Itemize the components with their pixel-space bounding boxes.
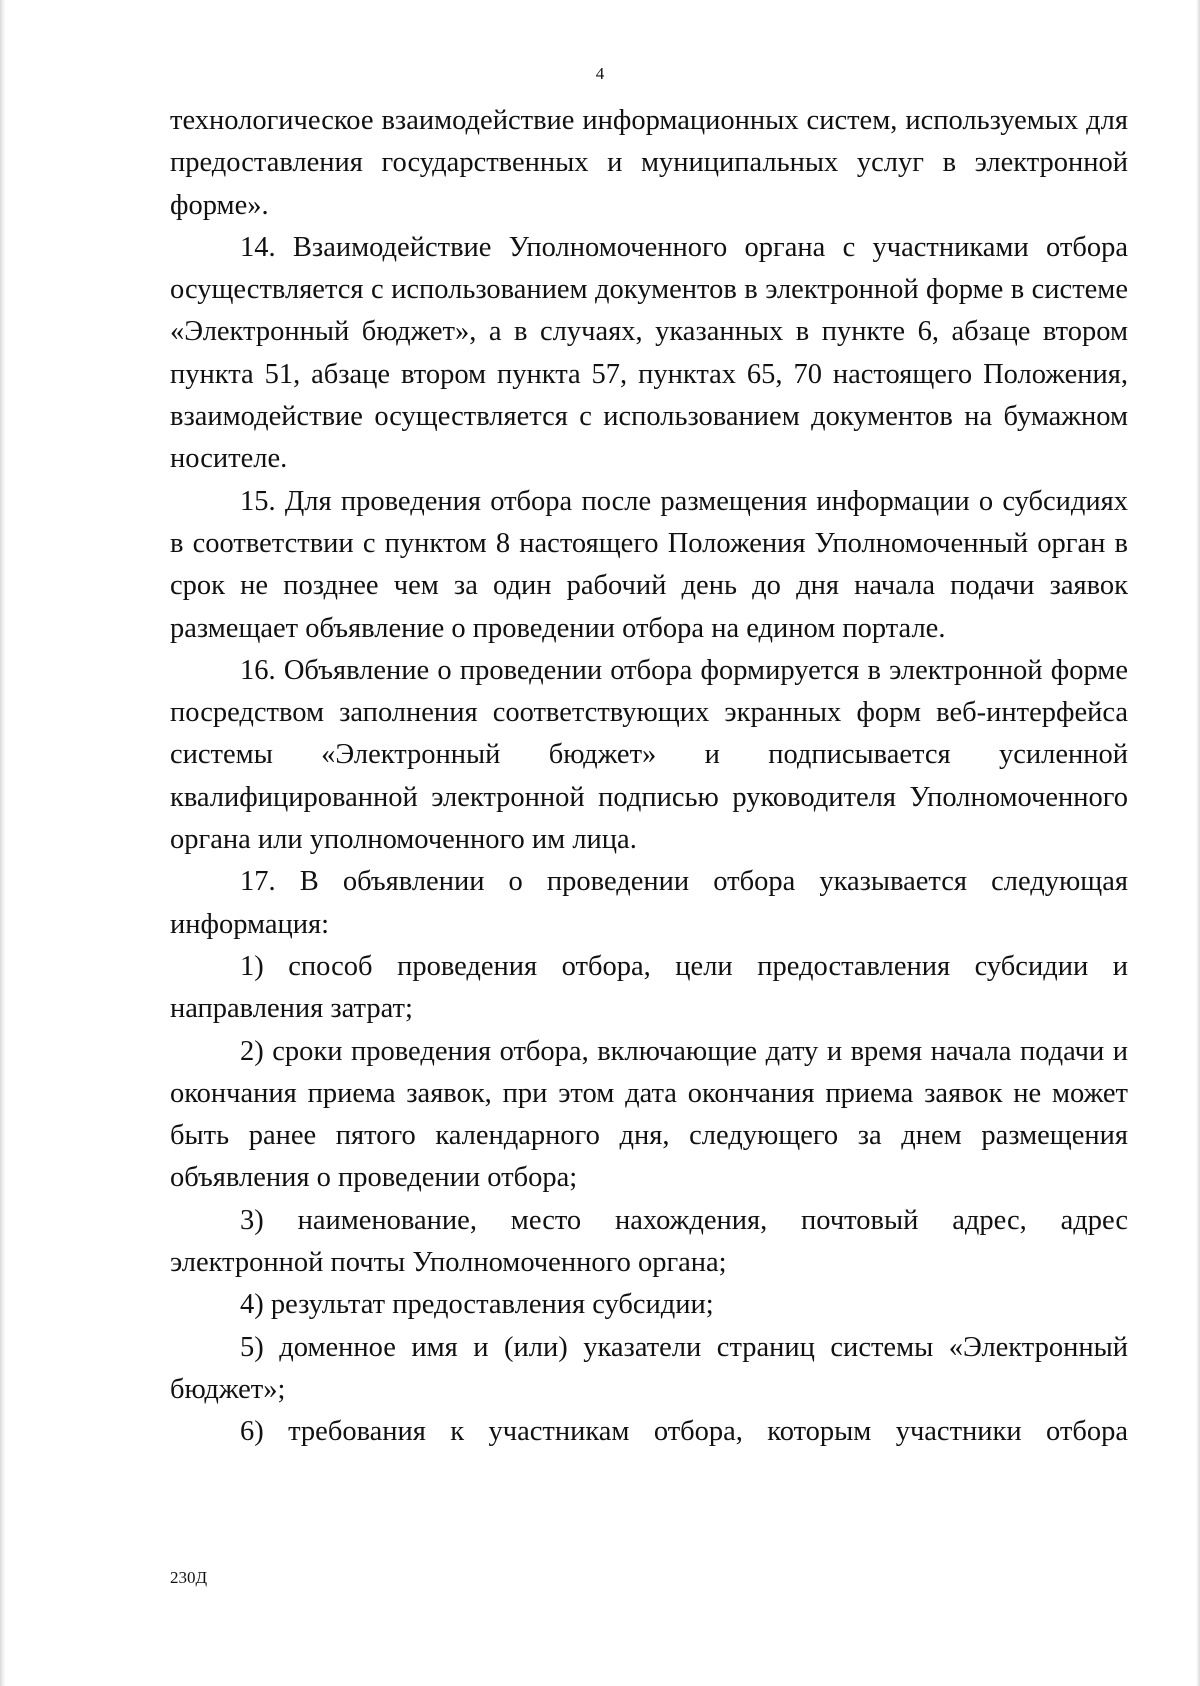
paragraph-intro-continuation: технологическое взаимодействие информационных систем, используемых для предоставления государственных и муниципальных услуг в электронной форме». bbox=[170, 105, 1128, 221]
list-item-5: 5) доменное имя и (или) указатели страниц системы «Электронный бюджет»; bbox=[170, 1331, 1128, 1405]
list-item-4: 4) результат предоставления субсидии; bbox=[240, 1289, 714, 1321]
list-item-2: 2) сроки проведения отбора, включающие дату и время начала подачи и окончания приема заявок, при этом дата окончания приема заявок не может быть ранее пятого календарного дня, следующего за днем размещения объявления о проведении отбора; bbox=[170, 1035, 1128, 1194]
paragraph-item-17: 17. В объявлении о проведении отбора указывается следующая информация: bbox=[170, 866, 1128, 940]
paragraph-item-14: 14. Взаимодействие Уполномоченного органа с участниками отбора осуществляется с использованием документов в электронной форме в системе «Электронный бюджет», а в случаях, указанных в пункте 6, абзаце втором пункта 51, абзаце втором пункта 57, пунктах 65, 70 настоящего Положения, взаимодействие осуществляется с использованием документов на бумажном носителе. bbox=[170, 231, 1128, 475]
scan-edge-left bbox=[0, 0, 6, 1686]
document-body bbox=[170, 100, 1128, 1454]
list-item-1: 1) способ проведения отбора, цели предоставления субсидии и направления затрат; bbox=[170, 950, 1128, 1025]
list-item-3: 3) наименование, место нахождения, почтовый адрес, адрес электронной почты Уполномоченного органа; bbox=[170, 1204, 1128, 1279]
paragraph-item-16: 16. Объявление о проведении отбора формируется в электронной форме посредством заполнения соответствующих экранных форм веб-интерфейса системы «Электронный бюджет» и подписывается усиленной квалифицированной электронной подписью руководителя Уполномоченного органа или уполномоченного им лица. bbox=[170, 654, 1128, 856]
paragraph-item-15: 15. Для проведения отбора после размещения информации о субсидиях в соответствии с пунктом 8 настоящего Положения Уполномоченный орган в срок не позднее чем за один рабочий день до дня начала подачи заявок размещает объявление о проведении отбора на едином портале. bbox=[170, 485, 1128, 644]
scan-edge-right bbox=[1196, 0, 1200, 1686]
list-item-6: 6) требования к участникам отбора, которым участники отбора bbox=[240, 1416, 1128, 1448]
document-code: 230Д bbox=[170, 1568, 208, 1587]
page-number: 4 bbox=[595, 64, 605, 83]
